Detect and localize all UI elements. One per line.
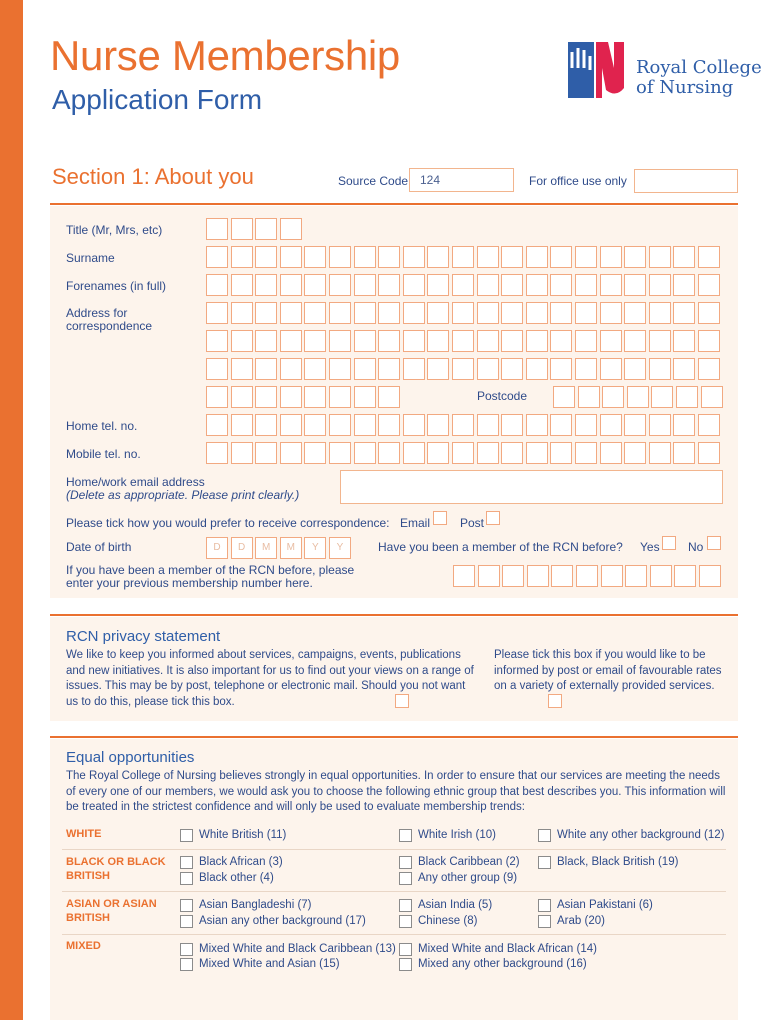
address-line-2-boxes-box[interactable] — [452, 330, 474, 352]
surname-boxes-box[interactable] — [673, 246, 695, 268]
surname-boxes-box[interactable] — [698, 246, 720, 268]
address-line-3-boxes-box[interactable] — [427, 358, 449, 380]
address-line-4-boxes-box[interactable] — [231, 386, 253, 408]
surname-boxes-box[interactable] — [624, 246, 646, 268]
title-boxes — [206, 218, 302, 240]
member-before-label: Have you been a member of the RCN before? — [378, 540, 623, 554]
surname-boxes-box[interactable] — [206, 246, 228, 268]
address-line-3-boxes-box[interactable] — [600, 358, 622, 380]
address-line-2-boxes-box[interactable] — [354, 330, 376, 352]
address-line-3-boxes-box[interactable] — [354, 358, 376, 380]
address-line-3-boxes-box[interactable] — [624, 358, 646, 380]
surname-boxes-box[interactable] — [427, 246, 449, 268]
dob-boxes-box[interactable]: D — [206, 537, 228, 559]
dob-boxes-box[interactable]: Y — [304, 537, 326, 559]
address-line-2-boxes-box[interactable] — [304, 330, 326, 352]
address-line-1-boxes-box[interactable] — [698, 302, 720, 324]
group-divider — [62, 849, 726, 850]
address-line-3-boxes-box[interactable] — [378, 358, 400, 380]
address-label: Address for correspondence — [66, 306, 153, 333]
address-line-1-boxes-box[interactable] — [550, 302, 572, 324]
ethnic-option-label: Black Caribbean (2) — [418, 856, 520, 868]
dob-boxes — [206, 537, 351, 559]
address-line-1-boxes-box[interactable] — [452, 302, 474, 324]
ethnic-option-label: Asian any other background (17) — [199, 915, 366, 927]
ethnic-option-checkbox[interactable] — [538, 829, 551, 842]
ethnic-option-checkbox[interactable] — [180, 915, 193, 928]
ethnic-option-checkbox[interactable] — [538, 915, 551, 928]
page-bottom-edge — [0, 1020, 770, 1024]
address-line-2-boxes-box[interactable] — [255, 330, 277, 352]
dob-boxes-box[interactable]: M — [280, 537, 302, 559]
forenames-boxes-box[interactable] — [649, 274, 671, 296]
previous-number-boxes-box[interactable] — [453, 565, 475, 587]
address-line-3-boxes-box[interactable] — [329, 358, 351, 380]
dob-boxes-box[interactable]: M — [255, 537, 277, 559]
ethnic-option-checkbox[interactable] — [399, 899, 412, 912]
address-line-4-boxes-box[interactable] — [304, 386, 326, 408]
address-line-1-boxes-box[interactable] — [649, 302, 671, 324]
mobile-tel-boxes-box[interactable] — [575, 442, 597, 464]
address-line-2-boxes-box[interactable] — [550, 330, 572, 352]
forenames-boxes-box[interactable] — [231, 274, 253, 296]
address-line-3-boxes-box[interactable] — [304, 358, 326, 380]
group-divider — [62, 891, 726, 892]
email-field[interactable] — [340, 470, 723, 504]
forenames-boxes-box[interactable] — [624, 274, 646, 296]
home-tel-boxes-box[interactable] — [378, 414, 400, 436]
forenames-boxes — [206, 274, 720, 296]
forenames-boxes-box[interactable] — [673, 274, 695, 296]
group-mixed-label: MIXED — [66, 940, 101, 952]
surname-boxes-box[interactable] — [280, 246, 302, 268]
postcode-boxes-box[interactable] — [651, 386, 673, 408]
postcode-boxes-box[interactable] — [578, 386, 600, 408]
address-line-1-boxes-box[interactable] — [255, 302, 277, 324]
no-label: No — [688, 540, 704, 554]
address-line-3-boxes-box[interactable] — [526, 358, 548, 380]
address-line-2-boxes-box[interactable] — [501, 330, 523, 352]
postcode-boxes-box[interactable] — [602, 386, 624, 408]
source-code-label: Source Code — [338, 174, 409, 188]
ethnic-option-label: Asian Pakistani (6) — [557, 899, 653, 911]
forenames-boxes-box[interactable] — [427, 274, 449, 296]
address-line-3-boxes-box[interactable] — [452, 358, 474, 380]
forenames-boxes-box[interactable] — [255, 274, 277, 296]
address-line-2-boxes-box[interactable] — [673, 330, 695, 352]
equal-opps-rule — [50, 736, 738, 738]
ethnic-option-checkbox[interactable] — [180, 899, 193, 912]
surname-boxes-box[interactable] — [600, 246, 622, 268]
dob-boxes-box[interactable]: D — [231, 537, 253, 559]
office-use-field[interactable] — [634, 169, 738, 193]
logo-line-1: Royal College — [636, 57, 762, 78]
surname-boxes-box[interactable] — [501, 246, 523, 268]
mobile-tel-boxes-box[interactable] — [378, 442, 400, 464]
surname-boxes-box[interactable] — [255, 246, 277, 268]
address-line-1-boxes-box[interactable] — [600, 302, 622, 324]
previous-number-boxes-box[interactable] — [502, 565, 524, 587]
address-line-4-boxes-box[interactable] — [354, 386, 376, 408]
mobile-tel-boxes-box[interactable] — [403, 442, 425, 464]
address-line-1-boxes-box[interactable] — [575, 302, 597, 324]
forenames-boxes-box[interactable] — [575, 274, 597, 296]
surname-boxes-box[interactable] — [477, 246, 499, 268]
address-line-1-boxes-box[interactable] — [231, 302, 253, 324]
mobile-tel-boxes — [206, 442, 720, 464]
address-line-1-boxes-box[interactable] — [427, 302, 449, 324]
forenames-boxes-box[interactable] — [403, 274, 425, 296]
surname-boxes-box[interactable] — [649, 246, 671, 268]
ethnic-option-checkbox[interactable] — [399, 829, 412, 842]
forenames-boxes-box[interactable] — [501, 274, 523, 296]
address-line-2-boxes-box[interactable] — [600, 330, 622, 352]
mobile-tel-boxes-box[interactable] — [477, 442, 499, 464]
address-line-2-boxes-box[interactable] — [477, 330, 499, 352]
ethnic-option-label: Mixed White and Asian (15) — [199, 958, 340, 970]
privacy-left-text: We like to keep you informed about services, campaigns, events, publications and new initiatives. It is also important for us to find out your views on a range of issues. This may be by post, telephone or electronic mail. Should you not want us to do this, please tick this box. — [66, 649, 474, 708]
address-line-2-boxes-box[interactable] — [403, 330, 425, 352]
previous-number-boxes-box[interactable] — [601, 565, 623, 587]
address-line-3-boxes-box[interactable] — [698, 358, 720, 380]
address-line-1-boxes — [206, 302, 720, 324]
ethnic-option-checkbox[interactable] — [180, 958, 193, 971]
dob-boxes-box[interactable]: Y — [329, 537, 351, 559]
title-boxes-box[interactable] — [231, 218, 253, 240]
home-tel-boxes-box[interactable] — [600, 414, 622, 436]
mobile-tel-boxes-box[interactable] — [501, 442, 523, 464]
previous-number-boxes-box[interactable] — [478, 565, 500, 587]
forenames-boxes-box[interactable] — [354, 274, 376, 296]
ethnic-option-label: Mixed White and Black African (14) — [418, 943, 597, 955]
address-line-3-boxes-box[interactable] — [255, 358, 277, 380]
address-line-3-boxes-box[interactable] — [231, 358, 253, 380]
previous-number-boxes-box[interactable] — [674, 565, 696, 587]
address-line-3-boxes-box[interactable] — [280, 358, 302, 380]
title-boxes-box[interactable] — [280, 218, 302, 240]
email-option-checkbox[interactable] — [433, 511, 447, 525]
ethnic-option-label: White Irish (10) — [418, 829, 496, 841]
mobile-tel-boxes-box[interactable] — [231, 442, 253, 464]
address-line-2-boxes-box[interactable] — [649, 330, 671, 352]
post-option-label: Post — [460, 516, 485, 530]
forenames-boxes-box[interactable] — [329, 274, 351, 296]
privacy-title: RCN privacy statement — [66, 628, 221, 645]
home-tel-boxes-box[interactable] — [231, 414, 253, 436]
surname-boxes — [206, 246, 720, 268]
ethnic-option-checkbox[interactable] — [399, 872, 412, 885]
home-tel-boxes-box[interactable] — [501, 414, 523, 436]
home-tel-boxes-box[interactable] — [477, 414, 499, 436]
home-tel-label: Home tel. no. — [66, 419, 138, 433]
address-line-2-boxes-box[interactable] — [698, 330, 720, 352]
mobile-tel-boxes-box[interactable] — [255, 442, 277, 464]
ethnic-option-checkbox[interactable] — [180, 943, 193, 956]
mobile-tel-boxes-box[interactable] — [206, 442, 228, 464]
forenames-boxes-box[interactable] — [206, 274, 228, 296]
left-accent-stripe — [0, 0, 23, 1024]
postcode-label: Postcode — [477, 389, 528, 403]
address-line-2-boxes-box[interactable] — [280, 330, 302, 352]
surname-boxes-box[interactable] — [231, 246, 253, 268]
home-tel-boxes-box[interactable] — [698, 414, 720, 436]
address-line-2-boxes-box[interactable] — [378, 330, 400, 352]
ethnic-option-label: White any other background (12) — [557, 829, 725, 841]
dob-label: Date of birth — [66, 540, 132, 554]
forenames-boxes-box[interactable] — [600, 274, 622, 296]
yes-label: Yes — [640, 540, 660, 554]
title-label: Title (Mr, Mrs, etc) — [66, 223, 163, 237]
form-subtitle: Application Form — [52, 84, 263, 115]
ethnic-option-label: Black African (3) — [199, 856, 283, 868]
ethnic-option-checkbox[interactable] — [538, 856, 551, 869]
home-tel-boxes-box[interactable] — [304, 414, 326, 436]
ethnic-option-checkbox[interactable] — [399, 943, 412, 956]
address-line-2-boxes-box[interactable] — [231, 330, 253, 352]
address-line-3-boxes-box[interactable] — [206, 358, 228, 380]
surname-boxes-box[interactable] — [452, 246, 474, 268]
logo-text — [636, 58, 762, 98]
mobile-tel-boxes-box[interactable] — [329, 442, 351, 464]
address-line-2-boxes-box[interactable] — [575, 330, 597, 352]
equal-opps-title: Equal opportunities — [66, 749, 195, 766]
correspondence-label: Please tick how you would prefer to receive correspondence: — [66, 516, 390, 530]
mobile-tel-boxes-box[interactable] — [427, 442, 449, 464]
address-line-1-boxes-box[interactable] — [673, 302, 695, 324]
ethnic-option-checkbox[interactable] — [180, 829, 193, 842]
ethnic-option-checkbox[interactable] — [180, 872, 193, 885]
surname-boxes-box[interactable] — [575, 246, 597, 268]
address-line-2-boxes-box[interactable] — [329, 330, 351, 352]
ethnic-option-checkbox[interactable] — [399, 915, 412, 928]
address-line-4-boxes — [206, 386, 400, 408]
home-tel-boxes-box[interactable] — [575, 414, 597, 436]
previous-number-boxes — [453, 565, 721, 587]
home-tel-boxes-box[interactable] — [206, 414, 228, 436]
address-line-1-boxes-box[interactable] — [403, 302, 425, 324]
postcode-boxes-box[interactable] — [627, 386, 649, 408]
forenames-boxes-box[interactable] — [378, 274, 400, 296]
address-line-2-boxes-box[interactable] — [526, 330, 548, 352]
group-white-label: WHITE — [66, 828, 102, 840]
address-line-1-boxes-box[interactable] — [526, 302, 548, 324]
privacy-right-text: Please tick this box if you would like to be informed by post or email of favourable rates on a variety of externally provided services. — [494, 649, 722, 692]
home-tel-boxes-box[interactable] — [354, 414, 376, 436]
address-line-1-boxes-box[interactable] — [354, 302, 376, 324]
group-asian-label: ASIAN OR ASIAN BRITISH — [66, 898, 157, 924]
home-tel-boxes-box[interactable] — [649, 414, 671, 436]
previous-number-boxes-box[interactable] — [576, 565, 598, 587]
home-tel-boxes — [206, 414, 720, 436]
address-line-3-boxes-box[interactable] — [575, 358, 597, 380]
home-tel-boxes-box[interactable] — [673, 414, 695, 436]
postcode-boxes-box[interactable] — [553, 386, 575, 408]
address-line-3-boxes — [206, 358, 720, 380]
home-tel-boxes-box[interactable] — [403, 414, 425, 436]
mobile-tel-boxes-box[interactable] — [649, 442, 671, 464]
ethnic-option-label: Asian India (5) — [418, 899, 493, 911]
surname-boxes-box[interactable] — [526, 246, 548, 268]
previous-number-boxes-box[interactable] — [650, 565, 672, 587]
section-1-title: Section 1: About you — [52, 164, 254, 189]
ethnic-option-label: White British (11) — [199, 829, 287, 841]
email-label: Home/work email address — [66, 475, 205, 489]
previous-number-label: If you have been a member of the RCN before, please enter your previous membership number here. — [66, 563, 355, 590]
email-option-label: Email — [400, 516, 431, 530]
address-line-1-boxes-box[interactable] — [280, 302, 302, 324]
ethnic-option-checkbox[interactable] — [180, 856, 193, 869]
section-1-rule — [50, 203, 738, 205]
home-tel-boxes-box[interactable] — [329, 414, 351, 436]
home-tel-boxes-box[interactable] — [427, 414, 449, 436]
title-boxes-box[interactable] — [255, 218, 277, 240]
address-line-1-boxes-box[interactable] — [304, 302, 326, 324]
mobile-tel-boxes-box[interactable] — [354, 442, 376, 464]
previous-number-boxes-box[interactable] — [699, 565, 721, 587]
postcode-boxes — [553, 386, 723, 408]
surname-label: Surname — [66, 251, 115, 265]
logo-red-hand-icon — [596, 42, 624, 98]
surname-boxes-box[interactable] — [354, 246, 376, 268]
address-line-1-boxes-box[interactable] — [624, 302, 646, 324]
address-line-3-boxes-box[interactable] — [477, 358, 499, 380]
forenames-boxes-box[interactable] — [280, 274, 302, 296]
address-line-3-boxes-box[interactable] — [673, 358, 695, 380]
address-line-2-boxes-box[interactable] — [206, 330, 228, 352]
postcode-boxes-box[interactable] — [676, 386, 698, 408]
surname-boxes-box[interactable] — [304, 246, 326, 268]
forenames-boxes-box[interactable] — [304, 274, 326, 296]
mobile-tel-boxes-box[interactable] — [673, 442, 695, 464]
office-use-label: For office use only — [529, 174, 627, 188]
privacy-rule — [50, 614, 738, 616]
ethnic-option-label: Chinese (8) — [418, 915, 478, 927]
equal-opps-intro: The Royal College of Nursing believes strongly in equal opportunities. In order to ensure that our services are meeting the needs of every one of our members, we would ask you to choose the following ethnic group that best describes you. This information will be treated in the strictest confidence and will only be used to evaluate membership trends: — [66, 770, 726, 813]
ethnic-option-label: Black other (4) — [199, 872, 274, 884]
postcode-boxes-box[interactable] — [701, 386, 723, 408]
logo-line-2: of Nursing — [636, 77, 734, 98]
surname-boxes-box[interactable] — [550, 246, 572, 268]
ethnic-option-checkbox[interactable] — [399, 856, 412, 869]
address-line-2-boxes — [206, 330, 720, 352]
address-line-2-boxes-box[interactable] — [427, 330, 449, 352]
previous-number-boxes-box[interactable] — [625, 565, 647, 587]
address-line-1-boxes-box[interactable] — [501, 302, 523, 324]
form-title: Nurse Membership — [50, 32, 400, 79]
address-line-3-boxes-box[interactable] — [403, 358, 425, 380]
forenames-boxes-box[interactable] — [698, 274, 720, 296]
surname-boxes-box[interactable] — [329, 246, 351, 268]
mobile-tel-boxes-box[interactable] — [624, 442, 646, 464]
address-line-4-boxes-box[interactable] — [280, 386, 302, 408]
previous-number-boxes-box[interactable] — [527, 565, 549, 587]
forenames-boxes-box[interactable] — [452, 274, 474, 296]
ethnic-option-label: Mixed any other background (16) — [418, 958, 587, 970]
home-tel-boxes-box[interactable] — [255, 414, 277, 436]
forenames-boxes-box[interactable] — [550, 274, 572, 296]
mobile-tel-boxes-box[interactable] — [280, 442, 302, 464]
address-line-1-boxes-box[interactable] — [206, 302, 228, 324]
mobile-tel-boxes-box[interactable] — [452, 442, 474, 464]
address-line-1-boxes-box[interactable] — [378, 302, 400, 324]
address-line-1-boxes-box[interactable] — [329, 302, 351, 324]
address-line-2-boxes-box[interactable] — [624, 330, 646, 352]
home-tel-boxes-box[interactable] — [280, 414, 302, 436]
ethnic-option-label: Any other group (9) — [418, 872, 518, 884]
home-tel-boxes-box[interactable] — [624, 414, 646, 436]
mobile-tel-boxes-box[interactable] — [304, 442, 326, 464]
address-line-3-boxes-box[interactable] — [550, 358, 572, 380]
mobile-tel-boxes-box[interactable] — [600, 442, 622, 464]
address-line-4-boxes-box[interactable] — [206, 386, 228, 408]
surname-boxes-box[interactable] — [378, 246, 400, 268]
ethnic-option-label: Mixed White and Black Caribbean (13) — [199, 943, 396, 955]
mobile-tel-boxes-box[interactable] — [550, 442, 572, 464]
post-option-checkbox[interactable] — [486, 511, 500, 525]
home-tel-boxes-box[interactable] — [452, 414, 474, 436]
address-line-3-boxes-box[interactable] — [649, 358, 671, 380]
ethnic-option-label: Asian Bangladeshi (7) — [199, 899, 312, 911]
ethnic-option-label: Black, Black British (19) — [557, 856, 679, 868]
group-divider — [62, 934, 726, 935]
yes-checkbox[interactable] — [662, 536, 676, 550]
no-checkbox[interactable] — [707, 536, 721, 550]
privacy-optout-checkbox[interactable] — [395, 694, 409, 708]
mobile-tel-boxes-box[interactable] — [698, 442, 720, 464]
email-note: (Delete as appropriate. Please print clearly.) — [66, 488, 300, 502]
title-boxes-box[interactable] — [206, 218, 228, 240]
ethnic-option-checkbox[interactable] — [399, 958, 412, 971]
group-black-label: BLACK OR BLACK BRITISH — [66, 856, 166, 882]
address-line-4-boxes-box[interactable] — [329, 386, 351, 408]
address-line-3-boxes-box[interactable] — [501, 358, 523, 380]
forenames-boxes-box[interactable] — [477, 274, 499, 296]
address-line-1-boxes-box[interactable] — [477, 302, 499, 324]
mobile-tel-boxes-box[interactable] — [526, 442, 548, 464]
address-line-4-boxes-box[interactable] — [378, 386, 400, 408]
privacy-optin-checkbox[interactable] — [548, 694, 562, 708]
previous-number-boxes-box[interactable] — [551, 565, 573, 587]
forenames-boxes-box[interactable] — [526, 274, 548, 296]
home-tel-boxes-box[interactable] — [526, 414, 548, 436]
ethnic-option-label: Arab (20) — [557, 915, 605, 927]
surname-boxes-box[interactable] — [403, 246, 425, 268]
address-line-4-boxes-box[interactable] — [255, 386, 277, 408]
ethnic-option-checkbox[interactable] — [538, 899, 551, 912]
home-tel-boxes-box[interactable] — [550, 414, 572, 436]
forenames-label: Forenames (in full) — [66, 279, 167, 293]
source-code-field[interactable]: 124 — [409, 168, 514, 192]
mobile-tel-label: Mobile tel. no. — [66, 447, 141, 461]
